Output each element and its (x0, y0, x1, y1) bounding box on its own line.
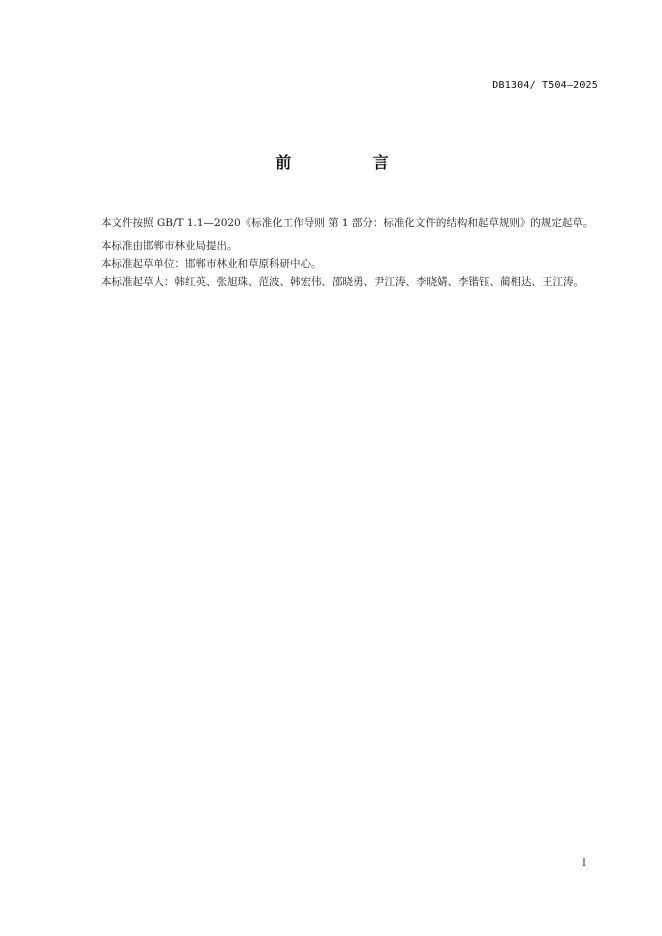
document-code: DB1304/ T504—2025 (492, 80, 598, 91)
paragraph-drafting-basis: 本文件按照 GB/T 1.1—2020《标准化工作导则 第 1 部分：标准化文件的结构和起草规则》的规定起草。 (101, 217, 594, 229)
paragraph-drafting-unit: 本标准起草单位：邯郸市林业和草原科研中心。 (101, 258, 322, 270)
paragraph-drafters: 本标准起草人：韩红英、张旭珠、范波、韩宏伟、邵晓勇、尹江涛、李晓婧、李锴钰、蔺相达、王江涛。 (101, 276, 584, 288)
paragraph-proposer: 本标准由邯郸市林业局提出。 (101, 240, 238, 252)
page-number: I (582, 858, 586, 869)
section-title: 前 言 (275, 153, 427, 172)
foreword-body (80, 214, 600, 291)
